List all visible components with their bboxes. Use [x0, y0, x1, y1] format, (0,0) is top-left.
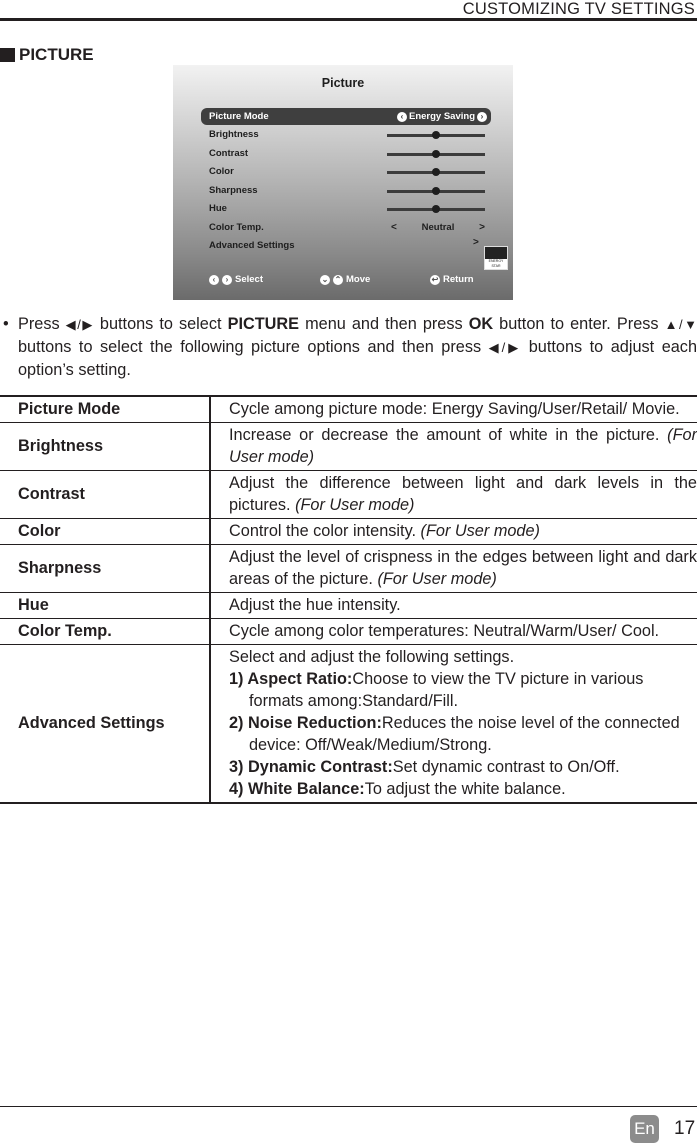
section-title: PICTURE [19, 45, 94, 64]
osd-title: Picture [321, 76, 365, 90]
option-description [210, 545, 697, 593]
option-description [210, 645, 697, 804]
hint-select-label: Select [235, 274, 263, 285]
chevron-right-icon: > [479, 222, 485, 233]
desc-text: Control the color intensity. [229, 522, 421, 540]
energy-star-label: ENERGY STAR [485, 259, 507, 269]
option-name: Color [0, 519, 210, 545]
table-row [0, 519, 697, 545]
osd-row-color-temp [201, 219, 491, 236]
option-name: Hue [0, 593, 210, 619]
chevron-left-icon: ‹ [397, 112, 407, 122]
slider-knob [432, 168, 440, 176]
text: buttons to adjust each option’s setting. [18, 338, 697, 379]
return-button-icon: ↩ [431, 275, 439, 284]
left-right-arrow-icon: ◀/▶ [65, 317, 94, 332]
language-badge: En [630, 1115, 659, 1143]
advanced-item-text: Set dynamic contrast to On/Off. [392, 758, 620, 776]
hint-return-label: Return [443, 274, 474, 285]
up-down-arrow-icon: ▲/▼ [664, 317, 697, 332]
desc-note: (For User mode) [229, 426, 697, 466]
text: button to enter. [493, 315, 611, 333]
hue-slider [387, 208, 485, 211]
osd-row-label: Brightness [209, 129, 259, 140]
table-row [0, 619, 697, 645]
osd-row-advanced-settings [201, 237, 491, 254]
text: Press [616, 315, 665, 333]
advanced-item [229, 778, 697, 800]
osd-row-label: Color Temp. [209, 222, 264, 233]
hint-move [320, 274, 370, 285]
osd-row-label: Color [209, 166, 234, 177]
option-name: Sharpness [0, 545, 210, 593]
advanced-item [229, 712, 697, 756]
osd-row-label: Sharpness [209, 185, 258, 196]
osd-row-label: Contrast [209, 148, 249, 159]
instructions-paragraph [0, 313, 697, 382]
table-row [0, 545, 697, 593]
page-number: 17 [674, 1118, 696, 1139]
osd-row-color [201, 163, 491, 180]
desc-text: Adjust the level of crispness in the edges between light and dark areas of the picture. [229, 548, 697, 588]
advanced-item-title: 2) Noise Reduction: [229, 714, 382, 732]
osd-value-text: Neutral [421, 222, 455, 233]
osd-row-contrast [201, 145, 491, 162]
tv-picture-menu-screenshot [173, 65, 513, 300]
hint-select [209, 274, 263, 285]
sharpness-slider [387, 190, 485, 193]
slider-knob [432, 150, 440, 158]
option-description [210, 471, 697, 519]
section-square-icon [0, 48, 15, 62]
desc-note: (For User mode) [420, 522, 540, 540]
text: buttons to select the following picture options and then press [18, 338, 489, 356]
osd-row-brightness [201, 126, 491, 143]
color-slider [387, 171, 485, 174]
osd-row-label: Picture Mode [209, 111, 269, 122]
option-description [210, 519, 697, 545]
section-heading [0, 45, 94, 65]
desc-text: Adjust the difference between light and dark levels in the pictures. [229, 474, 697, 514]
text: buttons to select [93, 315, 228, 333]
up-button-icon: ⌃ [334, 275, 342, 284]
osd-row-hue [201, 200, 491, 217]
slider-knob [432, 131, 440, 139]
osd-row-label: Advanced Settings [209, 240, 295, 251]
energy-star-logo-icon [484, 246, 508, 270]
option-description [210, 619, 697, 645]
osd-value-text: Energy Saving [409, 111, 475, 122]
picture-options-table [0, 395, 697, 804]
desc-text: Cycle among picture mode: Energy Saving/User/Retail/ Movie. [229, 400, 680, 418]
brightness-slider [387, 134, 485, 137]
advanced-item-text: Reduces the noise level of the connected device: Off/Weak/Medium/Strong. [249, 714, 680, 754]
chevron-right-icon: › [477, 112, 487, 122]
osd-footer-hints [173, 274, 513, 288]
advanced-intro: Select and adjust the following settings. [229, 648, 515, 666]
advanced-item-text: Choose to view the TV picture in various formats among:Standard/Fill. [249, 670, 644, 710]
option-name: Contrast [0, 471, 210, 519]
osd-row-sharpness [201, 182, 491, 199]
header-divider [0, 18, 697, 21]
color-temp-selector [391, 219, 485, 236]
desc-text: Adjust the hue intensity. [229, 596, 401, 614]
left-button-icon: ‹ [209, 275, 219, 285]
option-name: Color Temp. [0, 619, 210, 645]
advanced-item-title: 1) Aspect Ratio: [229, 670, 353, 688]
advanced-item [229, 756, 697, 778]
table-row [0, 645, 697, 804]
right-button-icon: › [222, 275, 232, 285]
advanced-item-title: 4) White Balance: [229, 780, 365, 798]
option-description [210, 593, 697, 619]
option-name: Brightness [0, 423, 210, 471]
contrast-slider [387, 153, 485, 156]
chevron-right-icon: > [473, 237, 479, 248]
desc-text: Cycle among color temperatures: Neutral/Warm/User/ Cool. [229, 622, 660, 640]
footer-divider [0, 1106, 697, 1107]
table-row [0, 593, 697, 619]
option-name: Advanced Settings [0, 645, 210, 804]
osd-row-picture-mode [201, 108, 491, 125]
desc-note: (For User mode) [377, 570, 497, 588]
hint-return [430, 274, 474, 285]
text: Press [18, 315, 66, 333]
slider-knob [432, 205, 440, 213]
advanced-item [229, 668, 697, 712]
option-description [210, 396, 697, 423]
down-button-icon: ⌄ [321, 275, 329, 284]
advanced-item-title: 3) Dynamic Contrast: [229, 758, 393, 776]
text: menu and then press [299, 315, 469, 333]
table-row [0, 471, 697, 519]
option-name: Picture Mode [0, 396, 210, 423]
page-header-title: CUSTOMIZING TV SETTINGS [462, 0, 695, 18]
desc-text: Increase or decrease the amount of white in the picture. [229, 426, 668, 444]
menu-name: PICTURE [227, 315, 300, 333]
chevron-left-icon: < [391, 222, 397, 233]
instructions-text [18, 313, 697, 382]
left-right-arrow-icon: ◀/▶ [488, 340, 522, 355]
slider-knob [432, 187, 440, 195]
table-row [0, 423, 697, 471]
option-description [210, 423, 697, 471]
hint-move-label: Move [346, 274, 371, 285]
bullet-point: • [3, 315, 9, 333]
advanced-item-text: To adjust the white balance. [364, 780, 566, 798]
table-row [0, 396, 697, 423]
desc-note: (For User mode) [295, 496, 415, 514]
osd-row-label: Hue [209, 203, 227, 214]
ok-button-name: OK [468, 315, 494, 333]
osd-picture-mode-value [397, 108, 487, 125]
